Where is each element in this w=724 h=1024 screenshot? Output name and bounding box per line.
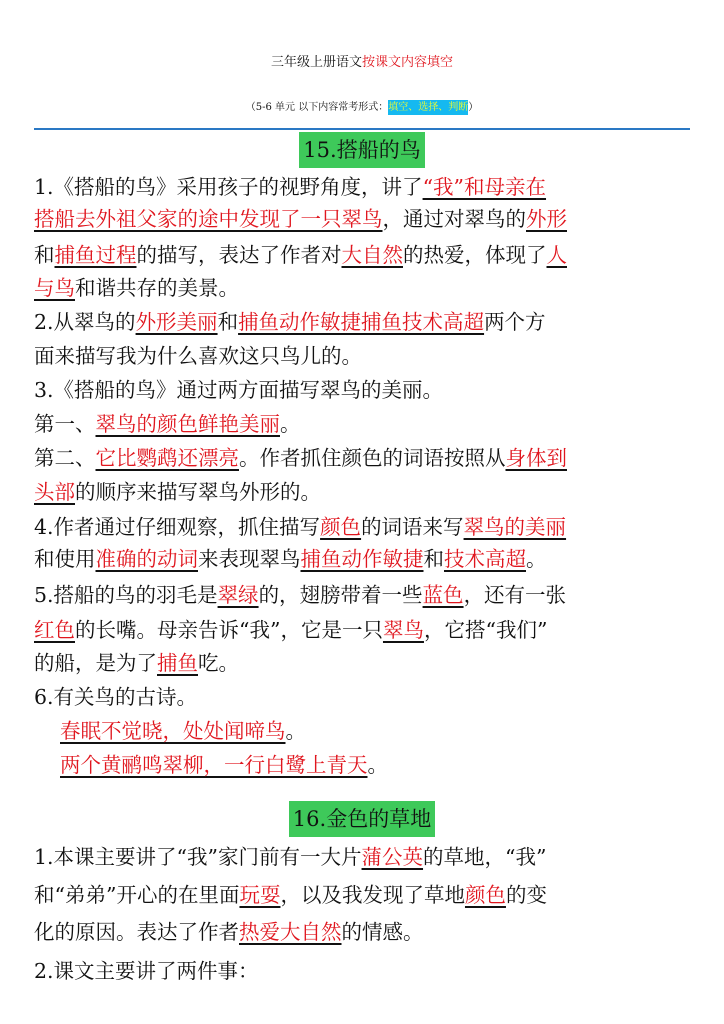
answer-blank: 头部 [34,480,75,504]
poem-line-2 [60,747,388,783]
text-run: ，通过对翠鸟的 [382,207,526,231]
s15-line-8 [34,406,301,442]
s15-line-11 [34,509,566,545]
s15-line-9 [34,440,567,476]
text-run: 来表现翠鸟 [198,547,301,571]
answer-blank: 红色 [34,618,75,642]
text-run: 的热爱，体现了 [403,243,547,267]
text-run: 的草地，“我” [423,845,547,869]
text-run: 和 [423,547,444,571]
s15-line-1 [34,169,546,205]
answer-blank: 搭船去外祖父家的途中发现了一只翠鸟 [34,207,383,231]
answer-blank: 捕鱼过程 [54,243,137,267]
answer-blank: 大自然 [341,243,403,267]
answer-blank: 翠鸟 [382,618,424,642]
s16-line-3 [34,914,424,950]
text-run: 吃。 [198,651,239,675]
text-run: 1.《搭船的鸟》采用孩子的视野角度，讲了 [34,175,423,199]
answer-blank: 颜色 [464,883,506,907]
text-run: 和 [217,310,239,334]
s15-line-10 [34,474,321,510]
s16-line-4 [34,953,259,989]
text-run: 和 [34,243,55,267]
s15-line-14 [34,612,547,648]
answer-blank: 它比鹦鹉还漂亮 [95,446,239,470]
text-run: 第二、 [34,446,96,470]
text-run: 的船，是为了 [34,651,157,675]
s15-line-5 [34,304,546,340]
text-run: 。 [280,412,301,436]
answer-blank: 捕鱼 [157,651,198,675]
answer-blank: 蒲公英 [361,845,424,869]
text-run: 3.《搭船的鸟》通过两方面描写翠鸟的美丽。 [34,378,444,402]
subtitle-highlight: 填空、选择、判断 [388,102,469,113]
text-run: 的，翅膀带着一些 [258,583,423,607]
answer-blank: 人 [546,243,567,267]
s15-line-4 [34,270,239,306]
answer-blank: 准确的动词 [95,547,198,571]
text-run: 1.本课主要讲了“我”家门前有一大片 [34,845,362,869]
answer-blank: 捕鱼动作敏捷 [300,547,424,571]
s16-line-1 [34,839,547,875]
text-run: 4.作者通过仔细观察，抓住描写 [34,515,321,539]
text-run: 5.搭船的鸟的羽毛是 [34,583,218,607]
answer-blank: 翠绿 [217,583,259,607]
page-title [0,34,724,92]
text-run: 。 [526,547,547,571]
answer-blank: 与鸟 [34,276,75,300]
text-run: 的顺序来描写翠鸟外形的。 [75,480,321,504]
answer-blank: 颜色 [320,515,362,539]
section-15-heading-text: 15.搭船的鸟 [299,132,424,168]
subtitle-suffix: ） [468,102,479,113]
header-divider [34,128,690,130]
text-run: 的情感。 [341,920,424,944]
subtitle-prefix: （5-6 单元 以下内容常考形式： [245,102,389,113]
text-run: 6.有关鸟的古诗。 [34,685,198,709]
s15-line-12 [34,541,547,577]
answer-blank: 外形 [526,207,567,231]
text-run: 的词语来写 [361,515,464,539]
text-run: ，还有一张 [463,583,567,607]
text-run: ，以及我发现了草地 [280,883,465,907]
text-run: 的长嘴。母亲告诉“我”，它是一只 [75,618,383,642]
answer-blank: 玩耍 [239,883,281,907]
text-run: ，它搭“我们” [423,618,548,642]
s16-line-2 [34,877,547,913]
page-subtitle [0,94,724,122]
text-run: 和使用 [34,547,96,571]
section-16-heading-text: 16.金色的草地 [289,801,435,837]
text-run: 和谐共存的美景。 [75,276,239,300]
answer-blank: 蓝色 [422,583,464,607]
s15-line-2 [34,201,567,237]
section-15-heading [0,132,724,168]
answer-blank: 翠鸟的美丽 [463,515,567,539]
section-16-heading [0,801,724,837]
answer-blank: 热爱大自然 [239,920,342,944]
text-run: 2.课文主要讲了两件事： [34,959,259,983]
answer-blank: 春眠不觉晓，处处闻啼鸟 [60,719,286,743]
text-run: 面来描写我为什么喜欢这只鸟儿的。 [34,344,362,368]
s15-line-16 [34,679,197,715]
text-run: 的描写，表达了作者对 [136,243,342,267]
answer-blank: 技术高超 [444,547,526,571]
s15-line-7 [34,372,443,408]
s15-line-3 [34,237,567,273]
s15-line-6 [34,338,362,374]
s15-line-13 [34,577,566,613]
s15-line-15 [34,645,239,681]
answer-blank: 两个黄鹂鸣翠柳，一行白鹭上青天 [60,753,368,777]
text-run: 第一、 [34,412,96,436]
answer-blank: “我”和母亲在 [422,175,547,199]
text-run: 和“弟弟”开心的在里面 [34,883,240,907]
answer-blank: 捕鱼动作敏捷捕鱼技术高超 [238,310,485,334]
answer-blank: 身体到 [505,446,567,470]
text-run: 2.从翠鸟的 [34,310,136,334]
title-red-part: 按课文内容填空 [362,55,454,70]
text-run: 的变 [505,883,547,907]
answer-blank: 翠鸟的颜色鲜艳美丽 [95,412,280,436]
text-run: 。 [367,753,388,777]
title-black-part: 三年级上册语文 [270,55,362,70]
text-run: 两个方 [484,310,546,334]
answer-blank: 外形美丽 [135,310,218,334]
text-run: 。 [285,719,306,743]
text-run: 化的原因。表达了作者 [34,920,239,944]
text-run: 。作者抓住颜色的词语按照从 [239,446,506,470]
poem-line-1 [60,713,306,749]
